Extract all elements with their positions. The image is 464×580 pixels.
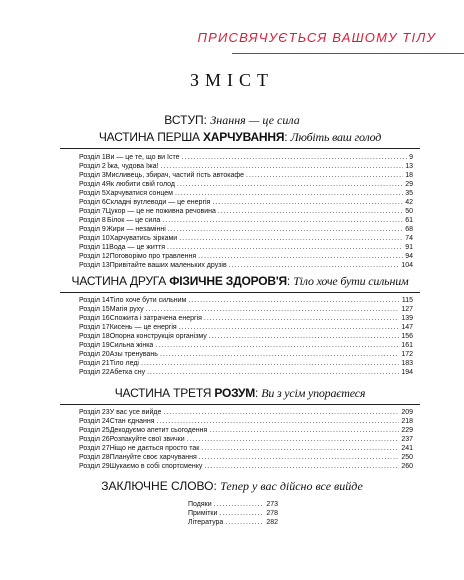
page-number: 68 [405, 226, 413, 233]
chapter-label: Розділ 28 [79, 454, 110, 461]
chapter-label: Розділ 9 [79, 226, 106, 233]
conclusion-subtitle: Тепер у вас дійсно все вийде [220, 479, 363, 493]
chapter-label: Розділ 29 [79, 463, 110, 470]
chapter-label: Розділ 19 [79, 342, 110, 349]
leader-dots [204, 314, 399, 323]
chapter-label: Розділ 5 [79, 190, 106, 197]
back-matter-entry [188, 518, 278, 527]
leader-dots [212, 198, 403, 207]
page-number: 183 [401, 360, 413, 367]
chapter-title: Абетка сну [109, 369, 146, 376]
page-number: 18 [405, 172, 413, 179]
chapter-title: Плануйте своє харчування [109, 454, 197, 461]
chapter-label: Розділ 24 [79, 418, 110, 425]
page-number: 237 [401, 436, 413, 443]
part-3-heading [60, 386, 420, 401]
leader-dots [218, 207, 403, 216]
leader-dots [214, 500, 265, 509]
part-subtitle: Любіть ваш голод [290, 130, 382, 144]
page-number: 147 [401, 324, 413, 331]
page-number: 61 [405, 217, 413, 224]
intro-heading [0, 113, 464, 128]
chapter-title: Привітайте ваших маленьких друзів [109, 262, 227, 269]
chapter-title: Сильна жінка [109, 342, 154, 349]
toc-entry [79, 180, 413, 189]
intro-subtitle: Знання — це сила [210, 113, 300, 127]
back-matter-title: Література [188, 519, 224, 526]
chapter-label: Розділ 16 [79, 315, 110, 322]
leader-dots [198, 252, 403, 261]
leader-dots [147, 368, 399, 377]
page-number: 273 [266, 501, 278, 508]
leader-dots [163, 408, 399, 417]
chapter-label: Розділ 2 [79, 163, 106, 170]
chapter-title: Білок — це сила [106, 217, 161, 224]
toc-entry [79, 261, 413, 270]
toc-entry [79, 417, 413, 426]
part-prefix: ЧАСТИНА ПЕРША [98, 130, 203, 144]
part-colon: : [255, 386, 262, 400]
chapter-title: Поговорімо про травлення [109, 253, 197, 260]
page-number: 74 [405, 235, 413, 242]
chapter-label: Розділ 20 [79, 351, 110, 358]
chapter-label: Розділ 13 [79, 262, 110, 269]
conclusion-prefix: ЗАКЛЮЧНЕ СЛОВО: [101, 479, 221, 493]
leader-dots [177, 180, 403, 189]
chapter-title: Спожита і затрачена енергія [109, 315, 202, 322]
leader-dots [225, 518, 264, 527]
chapter-title: Цукор — це не поживна речовина [105, 208, 216, 215]
page-number: 250 [401, 454, 413, 461]
part-3-rule [60, 404, 420, 405]
leader-dots [201, 444, 399, 453]
page-number: 13 [405, 163, 413, 170]
page-number: 9 [409, 154, 413, 161]
leader-dots [160, 350, 399, 359]
chapter-label: Розділ 22 [79, 369, 110, 376]
leader-dots [168, 225, 403, 234]
leader-dots [146, 305, 400, 314]
page-number: 50 [405, 208, 413, 215]
part-keyword: РОЗУМ [214, 386, 256, 400]
part-subtitle: Тіло хоче бути сильним [293, 274, 409, 288]
part-prefix: ЧАСТИНА ТРЕТЯ [114, 386, 215, 400]
leader-dots [182, 153, 408, 162]
chapter-label: Розділ 8 [79, 217, 106, 224]
page-number: 229 [401, 427, 413, 434]
page-number: 156 [401, 333, 413, 340]
chapter-title: Магія руху [109, 306, 144, 313]
part-subtitle: Ви з усім упораєтеся [261, 386, 366, 400]
part-3-list [79, 408, 413, 471]
page-number: 104 [401, 262, 413, 269]
page-number: 241 [401, 445, 413, 452]
chapter-label: Розділ 23 [79, 409, 110, 416]
chapter-title: Тіло хоче бути сильним [109, 297, 187, 304]
page-number: 35 [405, 190, 413, 197]
chapter-title: Ви — це те, що ви їсте [105, 154, 180, 161]
toc-entry [79, 189, 413, 198]
leader-dots [204, 462, 399, 471]
page-number: 115 [401, 297, 413, 304]
leader-dots [179, 323, 400, 332]
chapter-title: Складні вуглеводи — це енергія [105, 199, 211, 206]
chapter-title: Вода — це життя [109, 244, 166, 251]
part-2-list [79, 296, 413, 377]
chapter-title: Тіло леді [109, 360, 139, 367]
toc-entry [79, 296, 413, 305]
chapter-label: Розділ 10 [79, 235, 110, 242]
chapter-title: Розпакуйте свої звички [109, 436, 185, 443]
toc-entry [79, 453, 413, 462]
toc-entry [79, 426, 413, 435]
leader-dots [187, 435, 400, 444]
toc-entry [79, 162, 413, 171]
chapter-label: Розділ 1 [79, 154, 106, 161]
page-title: ЗМІСТ [189, 70, 275, 90]
part-keyword: ФІЗИЧНЕ ЗДОРОВ'Я [169, 274, 287, 288]
chapter-title: Декодуємо апетит сьогодення [109, 427, 208, 434]
leader-dots [246, 171, 403, 180]
back-matter-title: Подяки [188, 501, 212, 508]
part-keyword: ХАРЧУВАННЯ [203, 130, 285, 144]
page-number: 172 [401, 351, 413, 358]
chapter-label: Розділ 26 [79, 436, 110, 443]
toc-entry [79, 207, 413, 216]
chapter-label: Розділ 12 [79, 253, 110, 260]
toc-entry [79, 341, 413, 350]
chapter-title: Опорна конструкція організму [109, 333, 207, 340]
chapter-label: Розділ 7 [79, 208, 106, 215]
dedication: ПРИСВЯЧУЄТЬСЯ ВАШОМУ ТІЛУ [197, 30, 436, 45]
toc-entry [79, 225, 413, 234]
chapter-title: Як любити свій голод [105, 181, 175, 188]
page-number: 209 [401, 409, 413, 416]
toc-entry [79, 350, 413, 359]
toc-entry [79, 444, 413, 453]
chapter-title: Ніщо не дається просто так [109, 445, 200, 452]
leader-dots [167, 243, 403, 252]
leader-dots [229, 261, 400, 270]
leader-dots [155, 341, 399, 350]
leader-dots [141, 359, 399, 368]
page-number: 161 [401, 342, 413, 349]
part-1-list [79, 153, 413, 270]
toc-entry [79, 243, 413, 252]
chapter-label: Розділ 25 [79, 427, 110, 434]
chapter-label: Розділ 4 [79, 181, 106, 188]
leader-dots [209, 332, 400, 341]
toc-entry [79, 368, 413, 377]
chapter-title: Азы тренувань [109, 351, 158, 358]
dedication-rule [232, 53, 464, 54]
toc-entry [79, 153, 413, 162]
leader-dots [162, 216, 403, 225]
toc-entry [79, 305, 413, 314]
page-number: 94 [405, 253, 413, 260]
toc-entry [79, 332, 413, 341]
leader-dots [157, 417, 400, 426]
toc-entry [79, 171, 413, 180]
leader-dots [160, 162, 403, 171]
intro-prefix: ВСТУП: [164, 113, 211, 127]
toc-entry [79, 435, 413, 444]
chapter-title: У вас усе вийде [109, 409, 162, 416]
chapter-title: Харчуватися сонцем [105, 190, 173, 197]
page-number: 139 [401, 315, 413, 322]
part-1-heading [60, 130, 420, 145]
page-number: 218 [401, 418, 413, 425]
page-number: 282 [266, 519, 278, 526]
back-matter-entry [188, 500, 278, 509]
toc-entry [79, 234, 413, 243]
toc-entry [79, 323, 413, 332]
toc-entry [79, 252, 413, 261]
page-number: 127 [401, 306, 413, 313]
chapter-label: Розділ 15 [79, 306, 110, 313]
page-number: 91 [405, 244, 413, 251]
toc-entry [79, 314, 413, 323]
chapter-title: Мисливець, збирач, частий гість автокафе [105, 172, 244, 179]
toc-entry [79, 408, 413, 417]
chapter-title: Шукаємо в собі спортсменку [109, 463, 203, 470]
part-colon: : [286, 274, 294, 288]
page-number: 42 [405, 199, 413, 206]
leader-dots [219, 509, 264, 518]
part-colon: : [284, 130, 291, 144]
chapter-label: Розділ 14 [79, 297, 110, 304]
chapter-label: Розділ 21 [79, 360, 110, 367]
chapter-title: Жири — незамінні [106, 226, 166, 233]
page-number: 194 [401, 369, 413, 376]
leader-dots [209, 426, 399, 435]
toc-entry [79, 462, 413, 471]
back-matter-title: Примітки [188, 510, 218, 517]
part-1-rule [60, 148, 420, 149]
chapter-title: Кисень — це енергія [109, 324, 177, 331]
chapter-title: Харчуватись зірками [109, 235, 178, 242]
part-2-heading [60, 274, 420, 289]
page-number: 260 [401, 463, 413, 470]
toc-entry [79, 216, 413, 225]
chapter-label: Розділ 27 [79, 445, 110, 452]
leader-dots [199, 453, 400, 462]
leader-dots [175, 189, 403, 198]
part-prefix: ЧАСТИНА ДРУГА [71, 274, 170, 288]
back-matter-entry [188, 509, 278, 518]
page-number: 278 [266, 510, 278, 517]
chapter-title: Стан єднання [109, 418, 155, 425]
chapter-label: Розділ 3 [79, 172, 106, 179]
page-number: 29 [405, 181, 413, 188]
leader-dots [188, 296, 400, 305]
chapter-label: Розділ 17 [79, 324, 110, 331]
chapter-label: Розділ 6 [79, 199, 106, 206]
chapter-label: Розділ 18 [79, 333, 110, 340]
toc-entry [79, 198, 413, 207]
back-matter-list [188, 500, 278, 527]
chapter-title: Їжа, чудова їжа! [107, 163, 159, 170]
leader-dots [179, 234, 403, 243]
chapter-label: Розділ 11 [79, 244, 110, 251]
conclusion-heading [0, 479, 464, 494]
toc-entry [79, 359, 413, 368]
part-2-rule [60, 292, 420, 293]
